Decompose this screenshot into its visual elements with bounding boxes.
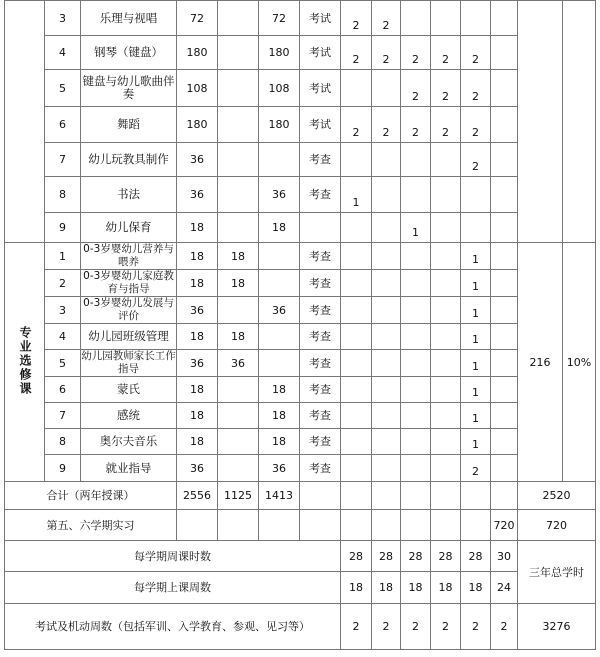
course-number: 6 xyxy=(45,107,81,143)
total-hours: 18 xyxy=(177,403,218,429)
semester-2-hours: 2 xyxy=(372,36,401,70)
semester-4-hours: 28 xyxy=(431,541,461,572)
practice-hours: 36 xyxy=(259,297,300,324)
practice-hours xyxy=(259,324,300,350)
theory-hours xyxy=(218,143,259,177)
course-number: 1 xyxy=(45,243,81,270)
practice-hours: 18 xyxy=(259,213,300,243)
theory-hours: 36 xyxy=(218,350,259,377)
total-hours: 36 xyxy=(177,177,218,213)
semester-6-hours xyxy=(491,36,518,70)
practice-hours: 18 xyxy=(259,403,300,429)
assessment-type: 考试 xyxy=(300,36,341,70)
table-row xyxy=(5,107,596,143)
semester-1-hours xyxy=(341,143,372,177)
course-number: 7 xyxy=(45,143,81,177)
semester-4-hours xyxy=(431,455,461,482)
course-number: 2 xyxy=(45,270,81,297)
semester-3-weeks: 18 xyxy=(401,572,431,604)
total-hours: 180 xyxy=(177,107,218,143)
course-name: 幼儿园教师家长工作指导 xyxy=(81,350,176,375)
exam-weeks-row xyxy=(5,604,596,650)
semester-2-hours: 2 xyxy=(372,1,401,36)
course-number: 8 xyxy=(45,177,81,213)
semester-2-hours xyxy=(372,243,401,270)
semester-4-hours xyxy=(431,270,461,297)
table-row xyxy=(5,243,596,270)
semester-5-hours xyxy=(461,482,491,510)
theory-hours: 18 xyxy=(218,243,259,270)
semester-6-hours xyxy=(491,324,518,350)
table-row xyxy=(5,429,596,455)
assessment-type: 考查 xyxy=(300,243,341,270)
semester-3-hours xyxy=(401,1,431,36)
theory-hours: 18 xyxy=(218,270,259,297)
assessment-type: 考试 xyxy=(300,70,341,107)
semester-3-hours xyxy=(401,243,431,270)
semester-4-hours xyxy=(431,350,461,377)
semester-5-weeks: 18 xyxy=(461,572,491,604)
course-name: 感统 xyxy=(81,403,177,429)
semester-6-hours xyxy=(491,482,518,510)
semester-1-hours xyxy=(341,213,372,243)
course-name: 乐理与视唱 xyxy=(81,1,177,36)
practice-hours: 36 xyxy=(259,455,300,482)
practice-hours: 108 xyxy=(259,70,300,107)
semester-2-hours xyxy=(372,350,401,377)
semester-1-hours: 28 xyxy=(341,541,372,572)
total-hours: 36 xyxy=(177,143,218,177)
weekly-hours-row xyxy=(5,541,596,572)
semester-6-hours xyxy=(491,429,518,455)
table-body xyxy=(5,1,596,650)
table-row xyxy=(5,70,596,107)
assessment-type: 考试 xyxy=(300,107,341,143)
course-number: 3 xyxy=(45,297,81,324)
total-hours: 18 xyxy=(177,324,218,350)
grand-total-value: 3276 xyxy=(518,604,596,650)
table-row xyxy=(5,350,596,377)
semester-3-hours xyxy=(401,297,431,324)
elective-category-cell xyxy=(5,243,45,482)
course-number: 9 xyxy=(45,213,81,243)
semester-2-hours xyxy=(372,177,401,213)
course-name: 0-3岁婴幼儿家庭教育与指导 xyxy=(81,270,177,297)
semester-5-hours: 1 xyxy=(461,350,491,377)
curriculum-table xyxy=(4,0,596,650)
semester-3-hours: 1 xyxy=(401,213,431,243)
assessment-type xyxy=(300,510,341,541)
semester-5-hours: 2 xyxy=(461,455,491,482)
theory-hours xyxy=(218,429,259,455)
elective-subtotal-hours: 216 xyxy=(518,243,563,482)
semester-3-hours: 28 xyxy=(401,541,431,572)
practice-hours xyxy=(259,143,300,177)
semester-4-hours xyxy=(431,177,461,213)
semester-1-hours xyxy=(341,403,372,429)
total-hours: 108 xyxy=(177,70,218,107)
semester-5-hours xyxy=(461,177,491,213)
weeks-label: 每学期上课周数 xyxy=(5,572,341,604)
course-name: 幼儿园班级管理 xyxy=(81,324,177,350)
semester-4-hours xyxy=(431,403,461,429)
semester-1-hours xyxy=(341,243,372,270)
semester-3-hours xyxy=(401,482,431,510)
major-subtotal-percent xyxy=(563,1,596,243)
semester-4-hours: 2 xyxy=(431,36,461,70)
semester-4-weeks: 18 xyxy=(431,572,461,604)
course-name: 就业指导 xyxy=(81,455,177,482)
semester-2-hours xyxy=(372,455,401,482)
semester-6-hours xyxy=(491,70,518,107)
semester-5-hours: 1 xyxy=(461,297,491,324)
practice-hours: 18 xyxy=(259,429,300,455)
semester-4-hours xyxy=(431,1,461,36)
table-row xyxy=(5,403,596,429)
theory-hours xyxy=(218,455,259,482)
table-row xyxy=(5,455,596,482)
total-hours: 36 xyxy=(177,297,218,324)
course-name: 蒙氏 xyxy=(81,377,177,403)
course-number: 4 xyxy=(45,324,81,350)
assessment-type xyxy=(300,482,341,510)
semester-3-hours xyxy=(401,377,431,403)
course-number: 4 xyxy=(45,36,81,70)
total-hours: 2556 xyxy=(177,482,218,510)
course-name: 奥尔夫音乐 xyxy=(81,429,177,455)
assessment-type xyxy=(300,213,341,243)
semester-4-hours xyxy=(431,297,461,324)
practice-hours xyxy=(259,243,300,270)
semester-2-hours xyxy=(372,403,401,429)
semester-2-hours xyxy=(372,482,401,510)
table-row xyxy=(5,297,596,324)
semester-2-hours xyxy=(372,70,401,107)
semester-1-hours xyxy=(341,377,372,403)
semester-6-hours: 30 xyxy=(491,541,518,572)
weeks-row xyxy=(5,572,596,604)
internship-label: 第五、六学期实习 xyxy=(5,510,177,541)
table-row xyxy=(5,377,596,403)
semester-2-hours xyxy=(372,510,401,541)
semester-5-hours: 2 xyxy=(461,107,491,143)
semester-4-hours: 2 xyxy=(431,107,461,143)
theory-hours: 1125 xyxy=(218,482,259,510)
course-number: 3 xyxy=(45,1,81,36)
theory-hours xyxy=(218,510,259,541)
semester-1-hours xyxy=(341,510,372,541)
semester-6-hours xyxy=(491,297,518,324)
semester-5-hours xyxy=(461,510,491,541)
internship-subtotal: 720 xyxy=(518,510,596,541)
total-hours xyxy=(177,510,218,541)
table-row xyxy=(5,177,596,213)
semester-6-hours xyxy=(491,350,518,377)
semester-2-weeks: 18 xyxy=(372,572,401,604)
semester-5-hours: 1 xyxy=(461,429,491,455)
semester-3-hours: 2 xyxy=(401,36,431,70)
assessment-type: 考查 xyxy=(300,324,341,350)
semester-1-hours xyxy=(341,70,372,107)
theory-hours xyxy=(218,177,259,213)
course-number: 8 xyxy=(45,429,81,455)
assessment-type: 考查 xyxy=(300,377,341,403)
table-row xyxy=(5,213,596,243)
course-number: 9 xyxy=(45,455,81,482)
semester-3-hours xyxy=(401,510,431,541)
semester-1-hours: 1 xyxy=(341,177,372,213)
semester-2-hours: 28 xyxy=(372,541,401,572)
table-row xyxy=(5,1,596,36)
semester-2-hours xyxy=(372,297,401,324)
semester-6-hours xyxy=(491,107,518,143)
course-number: 5 xyxy=(45,350,81,377)
semester-3-hours xyxy=(401,177,431,213)
semester-1-hours xyxy=(341,350,372,377)
semester-2-hours: 2 xyxy=(372,107,401,143)
semester-4-hours xyxy=(431,510,461,541)
practice-hours: 1413 xyxy=(259,482,300,510)
semester-4-hours xyxy=(431,213,461,243)
assessment-type: 考查 xyxy=(300,455,341,482)
semester-1-hours: 2 xyxy=(341,1,372,36)
total-hours: 72 xyxy=(177,1,218,36)
semester-6-hours xyxy=(491,177,518,213)
semester-3-hours xyxy=(401,350,431,377)
assessment-type: 考查 xyxy=(300,143,341,177)
semester-3-hours xyxy=(401,403,431,429)
exam-weeks-label: 考试及机动周数（包括军训、入学教育、参观、见习等） xyxy=(5,604,341,650)
semester-1-exam-weeks: 2 xyxy=(341,604,372,650)
course-number: 5 xyxy=(45,70,81,107)
major-category-cell xyxy=(5,1,45,243)
semester-6-weeks: 24 xyxy=(491,572,518,604)
semester-5-hours xyxy=(461,213,491,243)
semester-5-hours: 28 xyxy=(461,541,491,572)
semester-3-hours: 2 xyxy=(401,107,431,143)
semester-6-hours xyxy=(491,213,518,243)
theory-hours xyxy=(218,36,259,70)
semester-2-hours xyxy=(372,429,401,455)
practice-hours xyxy=(259,270,300,297)
theory-hours: 18 xyxy=(218,324,259,350)
semester-2-hours xyxy=(372,270,401,297)
semester-3-hours xyxy=(401,143,431,177)
semester-5-hours: 2 xyxy=(461,70,491,107)
semester-6-hours xyxy=(491,1,518,36)
semester-4-hours xyxy=(431,143,461,177)
total-hours: 18 xyxy=(177,429,218,455)
total-hours: 18 xyxy=(177,213,218,243)
course-number: 7 xyxy=(45,403,81,429)
semester-5-exam-weeks: 2 xyxy=(461,604,491,650)
assessment-type: 考查 xyxy=(300,177,341,213)
theory-hours xyxy=(218,297,259,324)
assessment-type: 考查 xyxy=(300,429,341,455)
total-label: 合计（两年授课） xyxy=(5,482,177,510)
course-name: 书法 xyxy=(81,177,177,213)
semester-1-hours xyxy=(341,429,372,455)
course-name: 幼儿玩教具制作 xyxy=(81,143,177,177)
semester-5-hours: 1 xyxy=(461,270,491,297)
assessment-type: 考试 xyxy=(300,1,341,36)
assessment-type: 考查 xyxy=(300,297,341,324)
semester-3-hours xyxy=(401,455,431,482)
theory-hours xyxy=(218,70,259,107)
total-hours: 180 xyxy=(177,36,218,70)
semester-4-hours xyxy=(431,482,461,510)
semester-6-hours xyxy=(491,243,518,270)
semester-6-hours xyxy=(491,455,518,482)
semester-4-hours: 2 xyxy=(431,70,461,107)
semester-4-exam-weeks: 2 xyxy=(431,604,461,650)
semester-1-hours: 2 xyxy=(341,107,372,143)
course-name: 钢琴（键盘） xyxy=(81,36,177,70)
semester-1-hours xyxy=(341,324,372,350)
semester-6-hours xyxy=(491,143,518,177)
course-name: 0-3岁婴幼儿发展与评价 xyxy=(81,297,177,324)
semester-3-hours: 2 xyxy=(401,70,431,107)
semester-6-exam-weeks: 2 xyxy=(491,604,518,650)
practice-hours: 180 xyxy=(259,36,300,70)
semester-3-hours xyxy=(401,324,431,350)
semester-1-hours xyxy=(341,455,372,482)
practice-hours: 36 xyxy=(259,177,300,213)
assessment-type: 考查 xyxy=(300,270,341,297)
semester-2-hours xyxy=(372,324,401,350)
course-number: 6 xyxy=(45,377,81,403)
practice-hours: 18 xyxy=(259,377,300,403)
practice-hours xyxy=(259,510,300,541)
semester-5-hours xyxy=(461,1,491,36)
semester-1-hours xyxy=(341,297,372,324)
semester-2-hours xyxy=(372,377,401,403)
table-row xyxy=(5,143,596,177)
semester-3-exam-weeks: 2 xyxy=(401,604,431,650)
semester-1-hours xyxy=(341,270,372,297)
table-row xyxy=(5,36,596,70)
total-hours: 18 xyxy=(177,377,218,403)
elective-category-label: 专业选修课 xyxy=(18,325,32,396)
table-row xyxy=(5,324,596,350)
semester-6-hours xyxy=(491,270,518,297)
semester-2-exam-weeks: 2 xyxy=(372,604,401,650)
semester-5-hours: 2 xyxy=(461,143,491,177)
assessment-type: 考查 xyxy=(300,403,341,429)
total-hours: 18 xyxy=(177,270,218,297)
assessment-type: 考查 xyxy=(300,350,341,377)
elective-subtotal-percent: 10% xyxy=(563,243,596,482)
grand-total-label: 三年总学时 xyxy=(518,541,596,604)
total-subtotal: 2520 xyxy=(518,482,596,510)
practice-hours: 72 xyxy=(259,1,300,36)
major-subtotal-hours xyxy=(518,1,563,243)
theory-hours xyxy=(218,1,259,36)
internship-row xyxy=(5,510,596,541)
course-name: 幼儿保育 xyxy=(81,213,177,243)
table-row xyxy=(5,270,596,297)
course-name: 键盘与幼儿歌曲伴奏 xyxy=(81,70,177,107)
semester-6-hours xyxy=(491,377,518,403)
total-hours: 36 xyxy=(177,350,218,377)
theory-hours xyxy=(218,403,259,429)
practice-hours xyxy=(259,350,300,377)
semester-1-hours: 2 xyxy=(341,36,372,70)
weekly-hours-label: 每学期周课时数 xyxy=(5,541,341,572)
course-name: 0-3岁婴幼儿营养与喂养 xyxy=(81,243,177,270)
theory-hours xyxy=(218,213,259,243)
total-hours: 18 xyxy=(177,243,218,270)
semester-3-hours xyxy=(401,429,431,455)
semester-6-hours: 720 xyxy=(491,510,518,541)
semester-4-hours xyxy=(431,324,461,350)
semester-5-hours: 1 xyxy=(461,403,491,429)
semester-1-hours xyxy=(341,482,372,510)
semester-5-hours: 1 xyxy=(461,324,491,350)
practice-hours: 180 xyxy=(259,107,300,143)
course-name: 舞蹈 xyxy=(81,107,177,143)
semester-2-hours xyxy=(372,213,401,243)
theory-hours xyxy=(218,377,259,403)
semester-6-hours xyxy=(491,403,518,429)
semester-4-hours xyxy=(431,429,461,455)
semester-5-hours: 1 xyxy=(461,243,491,270)
semester-5-hours: 1 xyxy=(461,377,491,403)
total-hours: 36 xyxy=(177,455,218,482)
semester-4-hours xyxy=(431,377,461,403)
theory-hours xyxy=(218,107,259,143)
semester-4-hours xyxy=(431,243,461,270)
semester-1-weeks: 18 xyxy=(341,572,372,604)
semester-3-hours xyxy=(401,270,431,297)
semester-2-hours xyxy=(372,143,401,177)
total-row xyxy=(5,482,596,510)
semester-5-hours: 2 xyxy=(461,36,491,70)
